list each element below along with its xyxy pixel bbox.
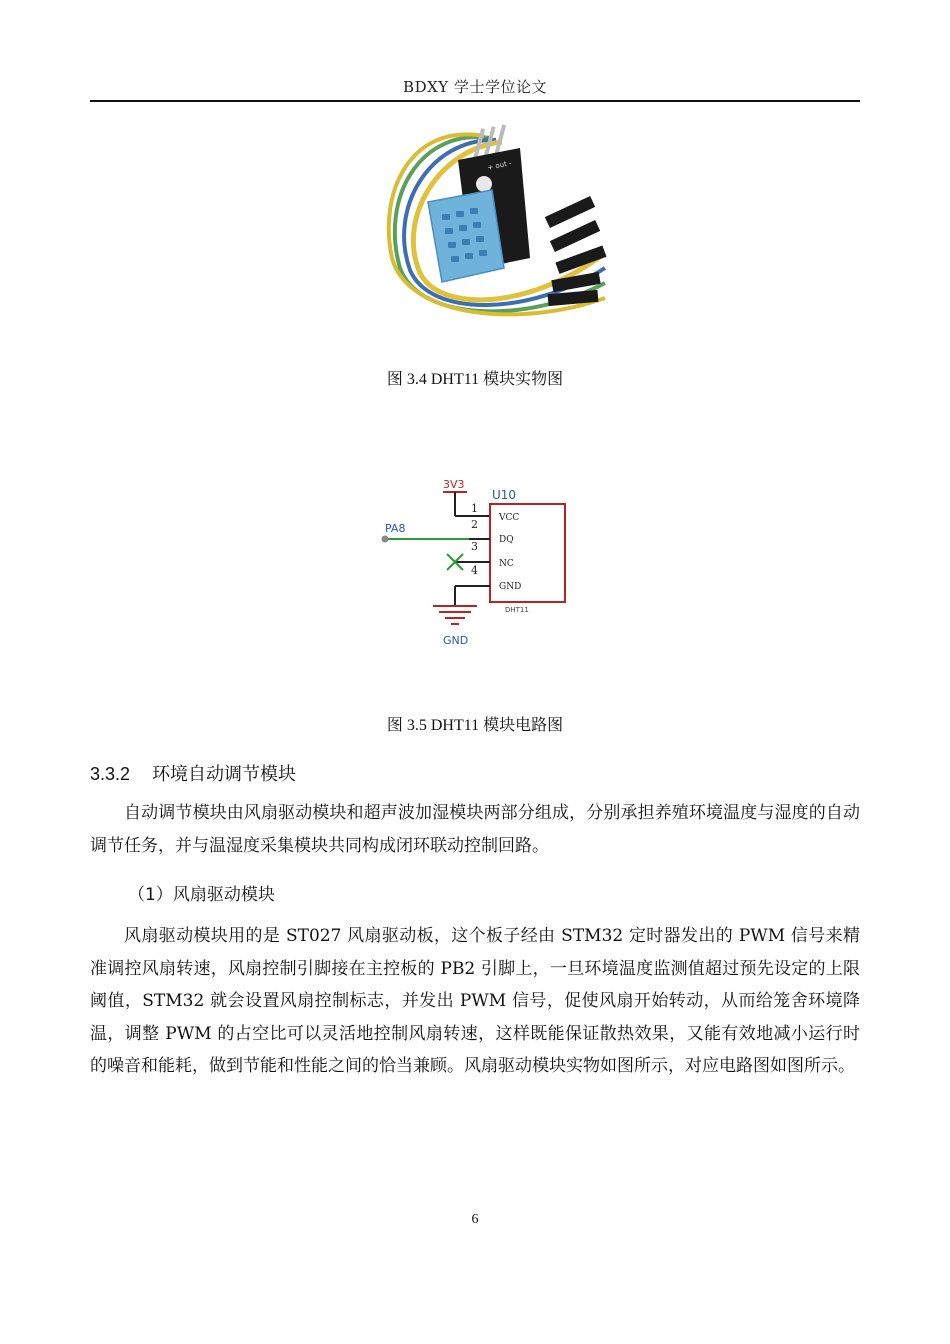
sensor-housing [428, 190, 504, 282]
section-title: 环境自动调节模块 [152, 764, 296, 784]
dht11-circuit-diagram [375, 472, 575, 652]
ground-label: GND [443, 634, 469, 647]
pin-1-name: VCC [499, 513, 520, 523]
section-intro-paragraph: 自动调节模块由风扇驱动模块和超声波加湿模块两部分组成，分别承担养殖环境温度与湿度的自动调节任务，并与温湿度采集模块共同构成闭环联动控制回路。 [90, 803, 860, 856]
signal-node [382, 536, 389, 543]
section-heading [90, 760, 296, 786]
page-number: 6 [471, 1212, 479, 1227]
running-header: BDXY 学士学位论文 [403, 78, 547, 96]
pcb-pin-text: + out - [486, 159, 513, 172]
figure-3-5-caption: 图 3.5 DHT11 模块电路图 [386, 717, 564, 734]
power-label: 3V3 [443, 478, 465, 491]
pin-2-name: DQ [499, 535, 514, 545]
figure-3-4-caption: 图 3.4 DHT11 模块实物图 [386, 371, 564, 388]
fan-driver-subheading: （1）风扇驱动模块 [128, 885, 275, 905]
pin-1-number: 1 [471, 502, 478, 515]
dupont-connectors [545, 196, 607, 306]
pcb-led [476, 176, 492, 192]
section-number: 3.3.2 [90, 764, 131, 784]
pin-4-name: GND [499, 582, 522, 592]
component-name: DHT11 [505, 606, 529, 614]
pin-3-number: 3 [471, 540, 478, 553]
pin-2-number: 2 [471, 518, 478, 531]
signal-label: PA8 [385, 522, 406, 535]
dht11-module-photo [380, 118, 620, 333]
fan-driver-paragraph: 风扇驱动模块用的是 ST027 风扇驱动板，这个板子经由 STM32 定时器发出的 PWM 信号来精准调控风扇转速，风扇控制引脚接在主控板的 PB2 引脚上，一旦环境温度监测值超过预先设定的上限阈值，STM32 就会设置风扇控制标志，并发出 PWM 信号，促使风扇开始转动，从而给笼舍环境降温，调整 PWM 的占空比可以灵活地控制风扇转速，这样既能保证散热效果，又能有效地减小运行时的噪音和能耗，做到节能和性能之间的恰当兼顾。风扇驱动模块实物如图所示，对应电路图如图所示。 [90, 926, 860, 1076]
pin-3-name: NC [499, 559, 514, 569]
pin-4-number: 4 [471, 564, 478, 577]
header-rule [90, 100, 860, 102]
component-ref: U10 [492, 488, 517, 502]
ground-symbol [433, 606, 477, 624]
